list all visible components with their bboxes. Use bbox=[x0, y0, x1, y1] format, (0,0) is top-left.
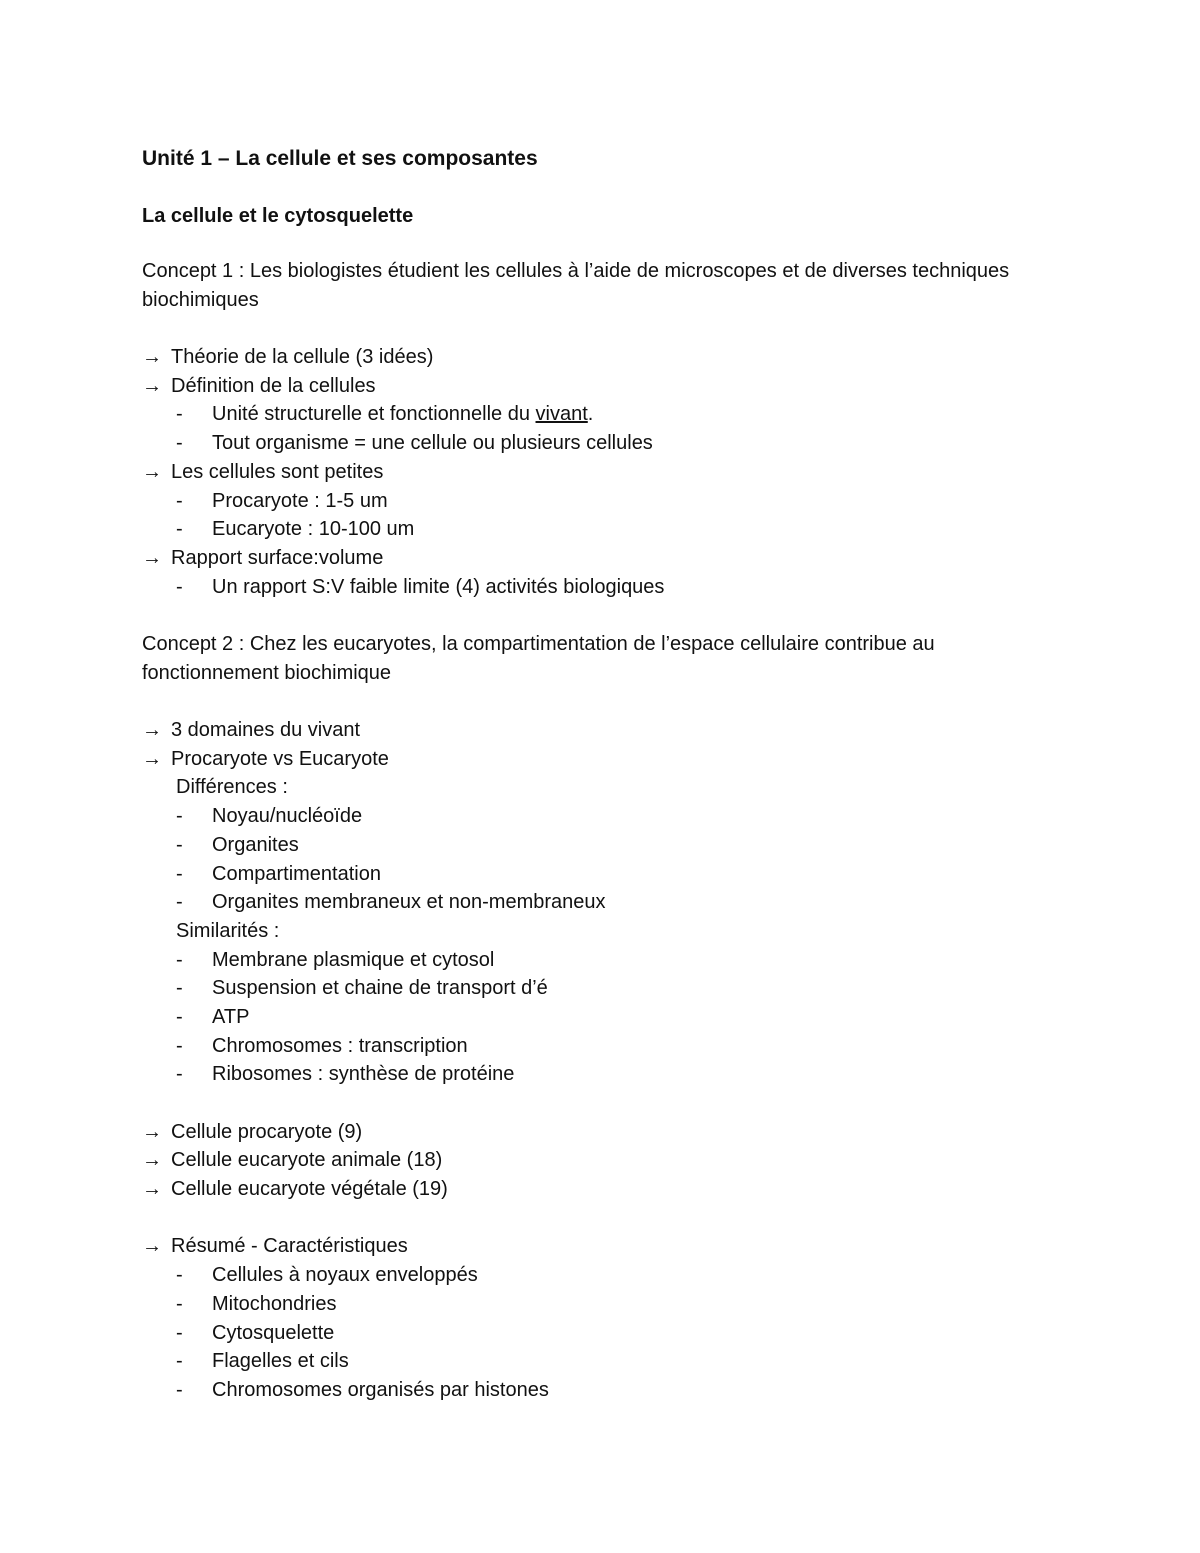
arrow-item-cell-theory bbox=[142, 343, 1042, 372]
arrow-item-cell bbox=[142, 1175, 1042, 1204]
dash-item bbox=[142, 802, 1042, 831]
dash-item-label: Tout organisme = une cellule ou plusieurs cellules bbox=[212, 432, 653, 455]
dash-item bbox=[142, 1261, 1042, 1290]
dash-item bbox=[142, 487, 1042, 516]
section-title: La cellule et le cytosquelette bbox=[142, 205, 414, 227]
arrow-item-prokaryote-vs-eukaryote bbox=[142, 745, 1042, 774]
dash-item bbox=[142, 1032, 1042, 1061]
differences-label: Différences : bbox=[176, 776, 288, 799]
dash-bullet: - bbox=[176, 1063, 183, 1086]
arrow-item-label: Cellule eucaryote animale (18) bbox=[171, 1149, 443, 1172]
dash-item-label: Compartimentation bbox=[212, 862, 381, 885]
arrow-icon: → bbox=[142, 1235, 162, 1258]
arrow-item-label: Procaryote vs Eucaryote bbox=[171, 747, 389, 770]
arrow-icon: → bbox=[142, 719, 162, 742]
arrow-icon: → bbox=[142, 1149, 162, 1172]
dash-item-label: Chromosomes organisés par histones bbox=[212, 1378, 549, 1401]
dash-item-label: Organites bbox=[212, 833, 299, 856]
arrow-item-cell-definition bbox=[142, 372, 1042, 401]
dash-bullet: - bbox=[176, 862, 183, 885]
arrow-item-cell bbox=[142, 1118, 1042, 1147]
dash-item-label: Organites membraneux et non-membraneux bbox=[212, 891, 606, 914]
arrow-item-label: Théorie de la cellule (3 idées) bbox=[171, 346, 434, 369]
arrow-icon: → bbox=[142, 460, 162, 483]
arrow-item-label: Résumé - Caractéristiques bbox=[171, 1235, 408, 1258]
dash-bullet: - bbox=[176, 575, 183, 598]
document-page bbox=[142, 142, 1042, 1405]
underlined-word: vivant bbox=[535, 403, 588, 426]
dash-item bbox=[142, 515, 1042, 544]
spacer bbox=[142, 1089, 1042, 1118]
dash-item bbox=[142, 1347, 1042, 1376]
arrow-icon: → bbox=[142, 747, 162, 770]
spacer bbox=[142, 1204, 1042, 1233]
dash-item-label: Cellules à noyaux enveloppés bbox=[212, 1264, 478, 1287]
dash-bullet: - bbox=[176, 1378, 183, 1401]
dash-bullet: - bbox=[176, 518, 183, 541]
dash-bullet: - bbox=[176, 833, 183, 856]
dash-item-label: Chromosomes : transcription bbox=[212, 1034, 468, 1057]
dash-bullet: - bbox=[176, 1034, 183, 1057]
arrow-icon: → bbox=[142, 374, 162, 397]
dash-item-label: Eucaryote : 10-100 um bbox=[212, 518, 415, 541]
arrow-item-label: Rapport surface:volume bbox=[171, 546, 384, 569]
dash-item bbox=[142, 888, 1042, 917]
dash-item bbox=[142, 1376, 1042, 1405]
dash-bullet: - bbox=[176, 1264, 183, 1287]
dash-item bbox=[142, 1060, 1042, 1089]
concept-1-statement: Concept 1 : Les biologistes étudient les cellules à l’aide de microscopes et de diverses techniques biochimiques bbox=[142, 260, 1010, 311]
dash-bullet: - bbox=[176, 1005, 183, 1028]
arrow-item-domains bbox=[142, 716, 1042, 745]
arrow-icon: → bbox=[142, 1178, 162, 1201]
dash-bullet: - bbox=[176, 432, 183, 455]
arrow-item-surface-volume bbox=[142, 544, 1042, 573]
arrow-item-label: 3 domaines du vivant bbox=[171, 719, 361, 742]
dash-item bbox=[142, 946, 1042, 975]
dash-bullet: - bbox=[176, 1292, 183, 1315]
dash-item-label: Procaryote : 1-5 um bbox=[212, 489, 388, 512]
dash-item-label: Noyau/nucléoïde bbox=[212, 805, 363, 828]
dash-bullet: - bbox=[176, 489, 183, 512]
arrow-item-label: Les cellules sont petites bbox=[171, 460, 384, 483]
dash-item-label: ATP bbox=[212, 1005, 250, 1028]
dash-item-label: Unité structurelle et fonctionnelle du bbox=[212, 403, 536, 426]
dash-item-label: Membrane plasmique et cytosol bbox=[212, 948, 495, 971]
dash-item bbox=[142, 860, 1042, 889]
arrow-item-cells-small bbox=[142, 458, 1042, 487]
dash-item bbox=[142, 400, 1042, 429]
dash-item bbox=[142, 573, 1042, 602]
dash-bullet: - bbox=[176, 403, 183, 426]
arrow-item-cell bbox=[142, 1146, 1042, 1175]
dash-item-label: Suspension et chaine de transport d’é bbox=[212, 977, 548, 1000]
arrow-item-label: Cellule eucaryote végétale (19) bbox=[171, 1178, 448, 1201]
dash-item bbox=[142, 429, 1042, 458]
arrow-item-label: Définition de la cellules bbox=[171, 374, 376, 397]
dash-bullet: - bbox=[176, 891, 183, 914]
dash-bullet: - bbox=[176, 948, 183, 971]
dash-item-label: Flagelles et cils bbox=[212, 1350, 349, 1373]
concept-2-statement: Concept 2 : Chez les eucaryotes, la compartimentation de l’espace cellulaire contribue au fonctionnement biochimique bbox=[142, 632, 935, 684]
arrow-icon: → bbox=[142, 346, 162, 369]
dash-item bbox=[142, 1003, 1042, 1032]
dash-bullet: - bbox=[176, 977, 183, 1000]
document-title: Unité 1 – La cellule et ses composantes bbox=[142, 147, 538, 170]
dash-item bbox=[142, 1319, 1042, 1348]
arrow-item-label: Cellule procaryote (9) bbox=[171, 1120, 363, 1143]
dash-item-suffix: . bbox=[587, 403, 594, 426]
dash-item bbox=[142, 974, 1042, 1003]
spacer bbox=[142, 601, 1042, 630]
spacer bbox=[142, 314, 1042, 343]
spacer bbox=[142, 687, 1042, 716]
arrow-icon: → bbox=[142, 1120, 162, 1143]
similarities-label: Similarités : bbox=[176, 919, 280, 942]
dash-item bbox=[142, 831, 1042, 860]
dash-bullet: - bbox=[176, 1321, 183, 1344]
arrow-item-summary bbox=[142, 1232, 1042, 1261]
dash-item-label: Cytosquelette bbox=[212, 1321, 335, 1344]
dash-bullet: - bbox=[176, 1350, 183, 1373]
arrow-icon: → bbox=[142, 546, 162, 569]
dash-bullet: - bbox=[176, 805, 183, 828]
dash-item bbox=[142, 1290, 1042, 1319]
dash-item-label: Mitochondries bbox=[212, 1292, 337, 1315]
dash-item-label: Un rapport S:V faible limite (4) activités biologiques bbox=[212, 575, 665, 598]
dash-item-label: Ribosomes : synthèse de protéine bbox=[212, 1063, 515, 1086]
